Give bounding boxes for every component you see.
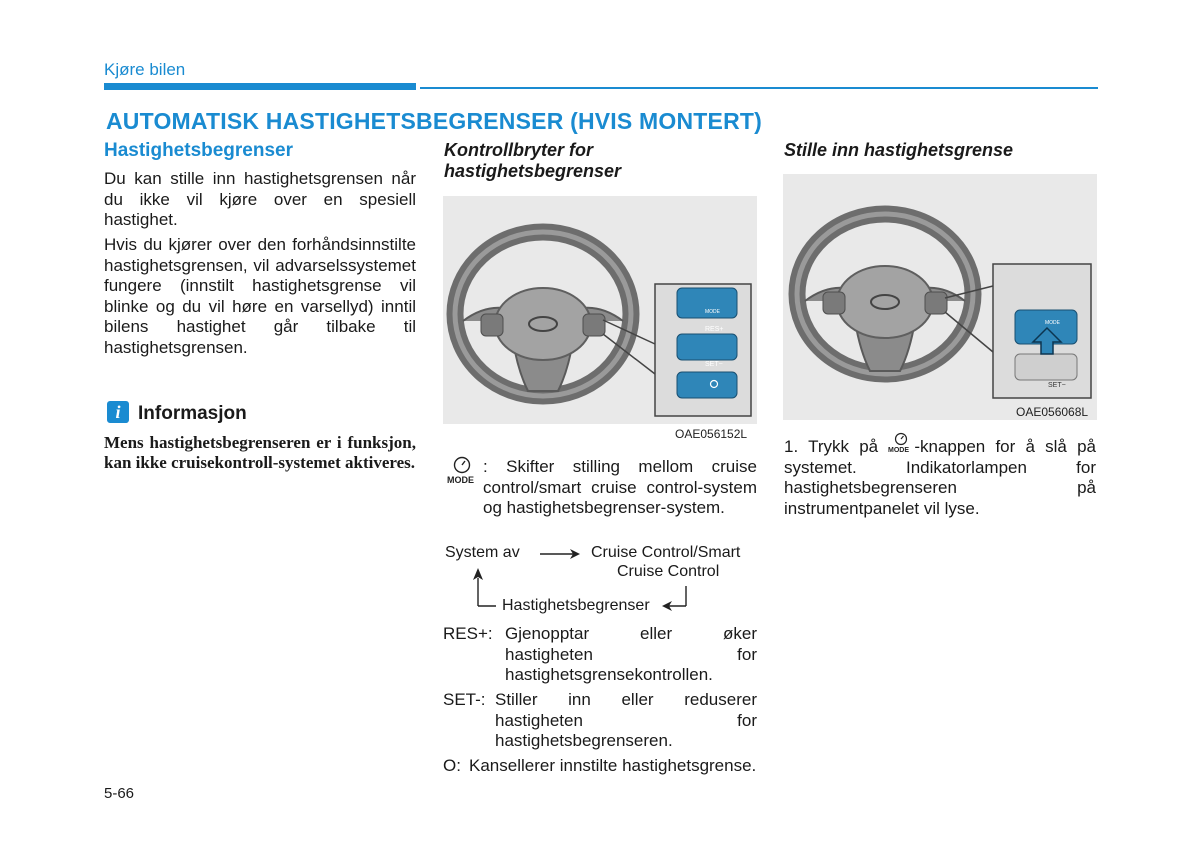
def-set: SET-: Stiller inn eller reduserer hastigheten for hastighetsbegrenseren. [443, 690, 757, 750]
info-text: Mens hastighetsbegrenseren er i funksjon, kan ikke cruisekontroll-systemet aktiveres. [104, 433, 416, 472]
controls-heading: Kontrollbryter for hastighetsbegrenser [444, 140, 622, 181]
diagram-cruise-line2: Cruise Control [617, 563, 720, 580]
step-1: 1. Trykk på MODE -knappen for å slå på systemet. Indikatorlampen for hastighetsbegrenseren på instrumentpanelet vil lyse. [784, 436, 1096, 519]
diagram-system-off: System av [445, 544, 520, 561]
mode-icon [447, 455, 477, 490]
svg-text:MODE: MODE [447, 475, 474, 485]
speedometer-icon [447, 455, 477, 485]
section-heading: Hastighetsbegrenser [104, 140, 294, 161]
steering-wheel-figure [443, 196, 757, 424]
figure-code-2: OAE056068L [1016, 405, 1089, 419]
steering-wheel-illustration [443, 196, 757, 424]
set-label: SET− [705, 361, 723, 368]
diagram-limiter: Hastighetsbegrenser [502, 597, 650, 614]
intro-paragraph: Du kan stille inn hastighetsgrensen når du ikke vil kjøre over en spesiell hastighet. [104, 169, 416, 229]
mode-button-label: MODE [705, 309, 720, 315]
info-icon: i [107, 401, 129, 423]
steering-wheel-figure-2 [783, 174, 1097, 420]
mode-inline-icon [888, 436, 914, 454]
speedometer-icon [888, 432, 914, 454]
res-label: RES+ [705, 326, 724, 333]
def-cancel: O: Kansellerer innstilte hastighetsgrense. [443, 756, 757, 775]
page-number: 5-66 [104, 785, 135, 802]
def-res: RES+: Gjenopptar eller øker hastigheten for hastighetsgrensekontrollen. [443, 624, 757, 684]
set-limit-heading: Stille inn hastighetsgrense [784, 140, 1014, 160]
set-label-2: SET− [1048, 382, 1066, 389]
warning-paragraph: Hvis du kjører over den forhåndsinnstilte hastighetsgrensen, vil advarselssystemet fungere (innstilt hastighetsgrense vil blinke og du vil høre en varsellyd) inntil bilens hastighet går tilbake til hastighetsgrensen. [104, 235, 416, 357]
mode-button-label-2: MODE [1045, 320, 1060, 326]
figure-code: OAE056152L [675, 427, 748, 441]
section-tab: Kjøre bilen [104, 60, 186, 79]
header-bar-thin [420, 87, 1098, 89]
svg-text:MODE: MODE [888, 447, 910, 454]
header-bar-thick [104, 83, 416, 90]
info-heading: Informasjon [138, 403, 247, 424]
arrow-right-icon [538, 544, 582, 562]
steering-wheel-illustration-2 [783, 174, 1097, 420]
diagram-cruise-line1: Cruise Control/Smart [591, 544, 741, 561]
mode-description: : Skifter stilling mellom cruise control/smart cruise control-system og hastighetsbegrenser-system. [483, 457, 757, 517]
page-title: AUTOMATISK HASTIGHETSBEGRENSER (HVIS MONTERT) [106, 108, 762, 134]
